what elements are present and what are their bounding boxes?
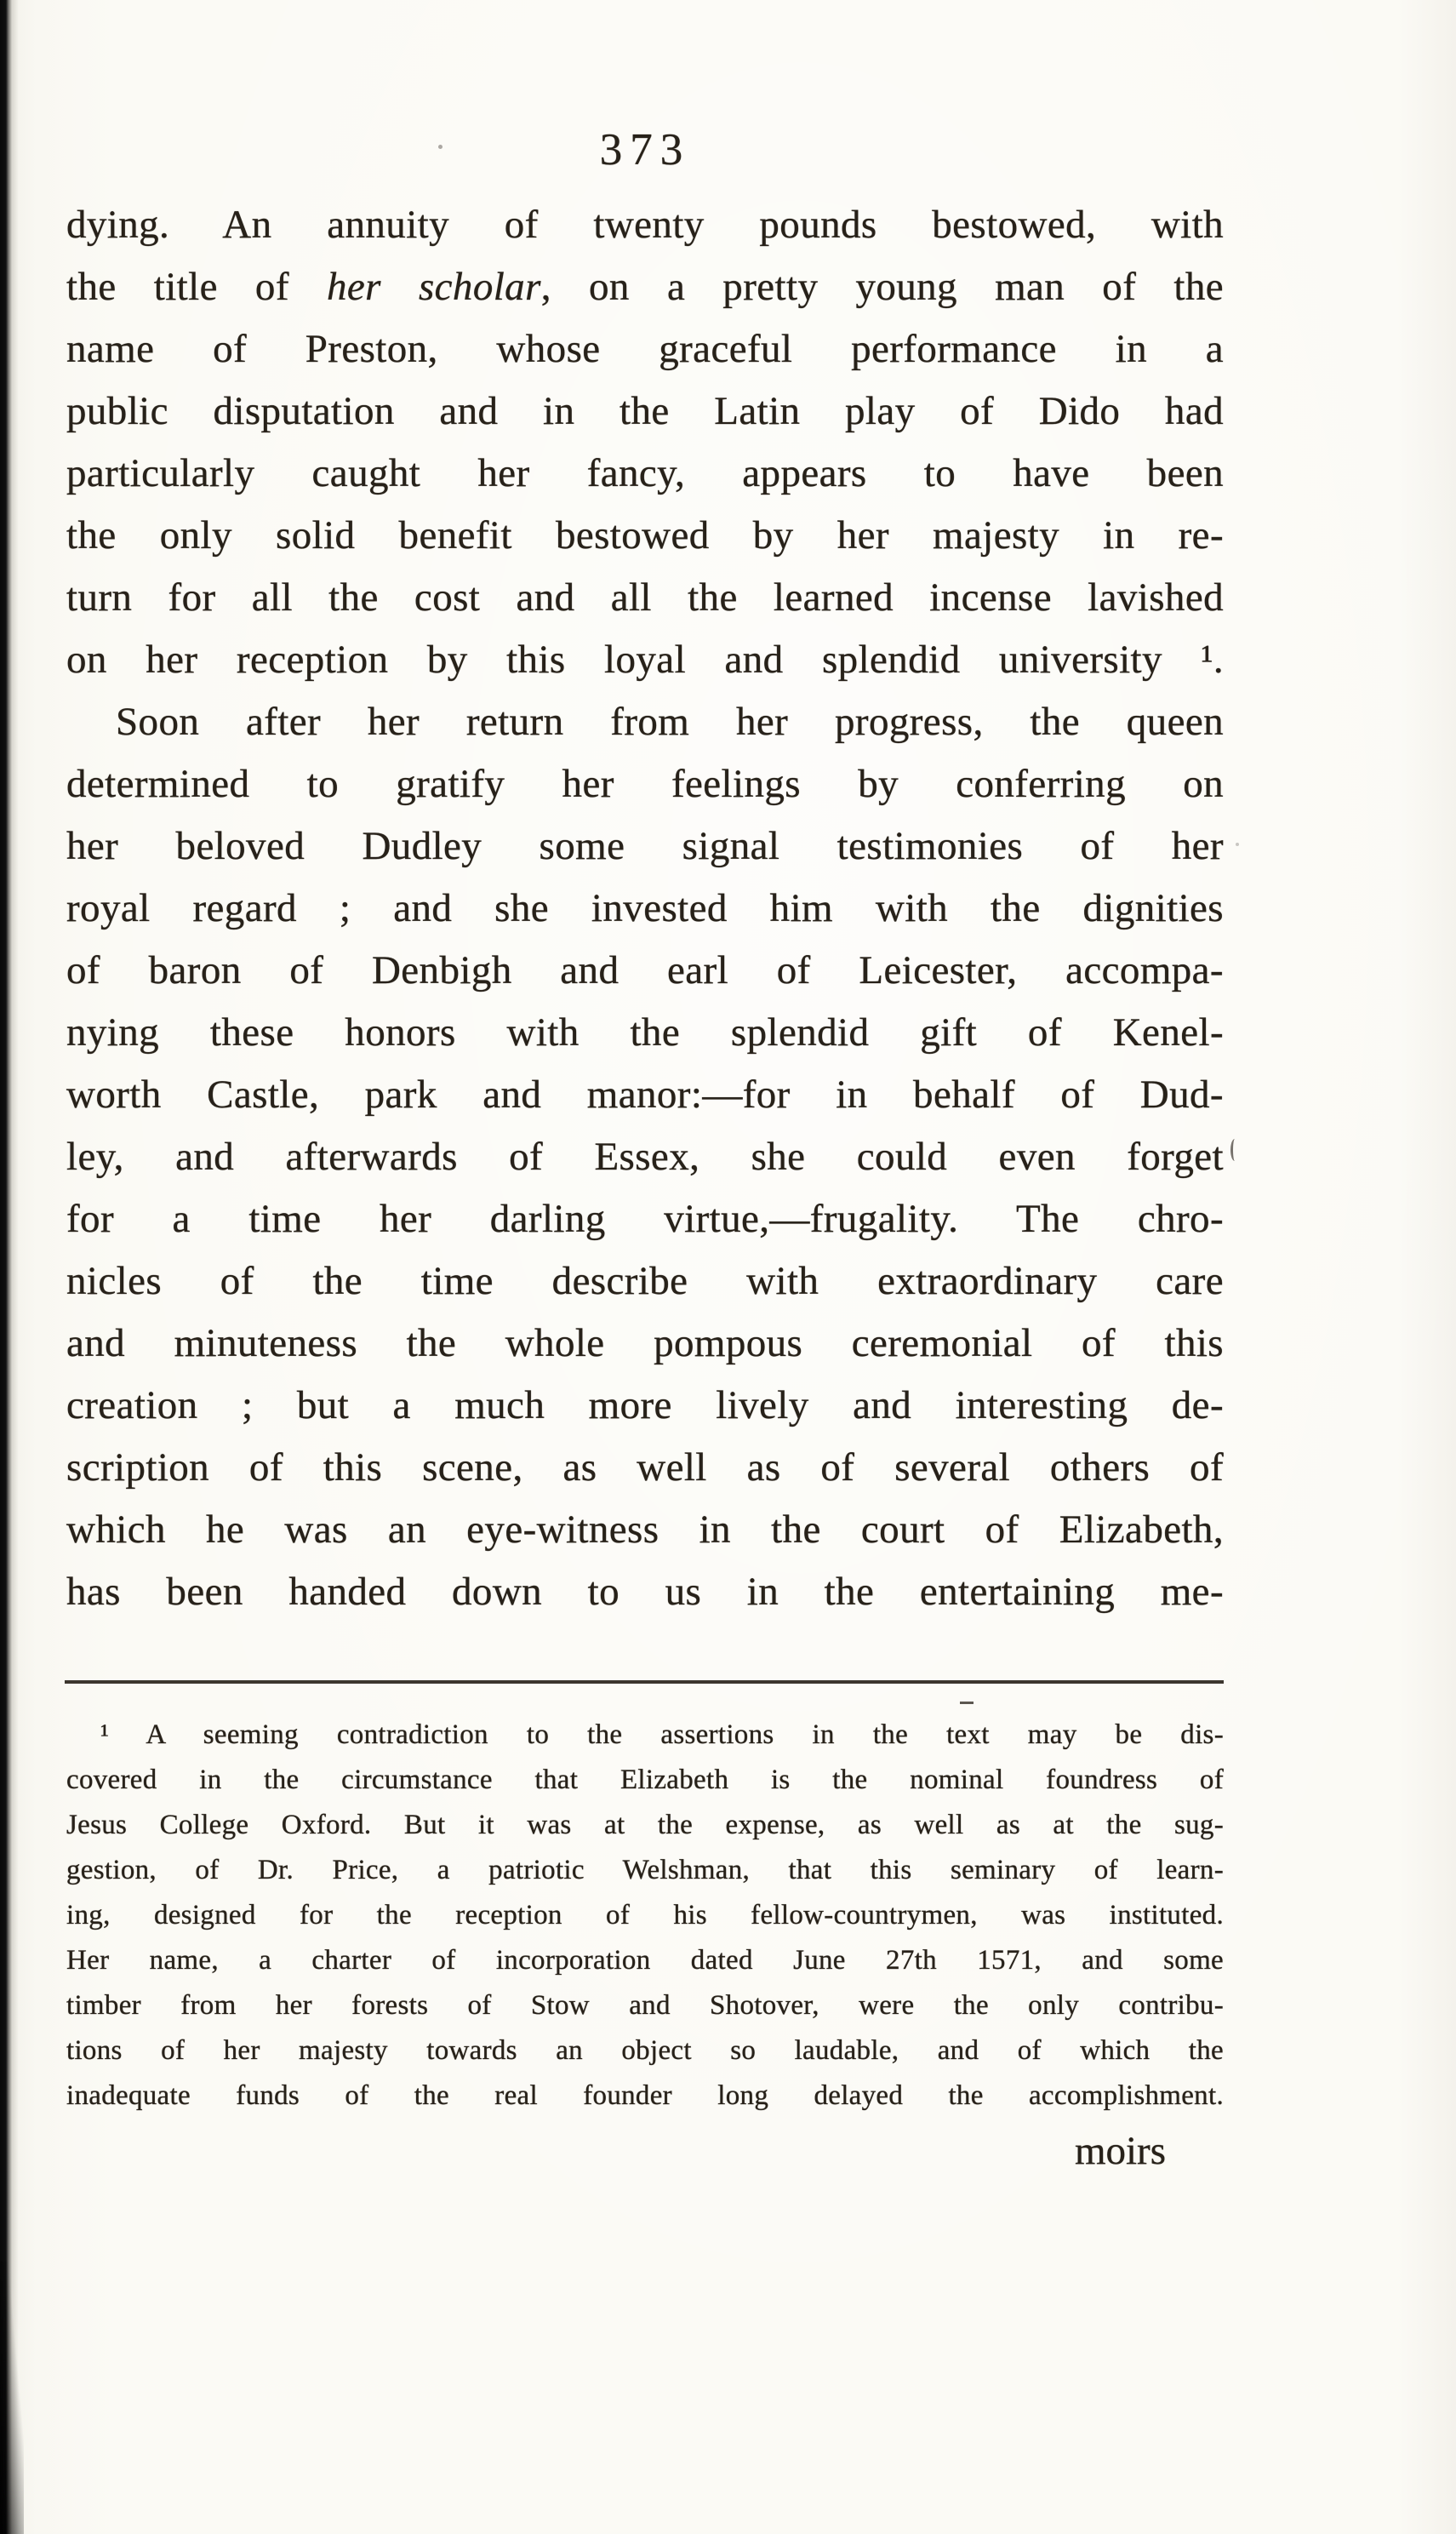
text-line bbox=[66, 940, 1224, 1002]
text-line bbox=[66, 629, 1224, 691]
paragraph bbox=[66, 691, 1224, 1623]
footnote-rule bbox=[65, 1680, 1224, 1684]
text-line bbox=[66, 1561, 1224, 1623]
text-segment: tions of her majesty towards an object so laudable, and of which the bbox=[66, 2035, 1224, 2066]
text-segment: the title of bbox=[66, 265, 327, 309]
text-line bbox=[66, 753, 1224, 815]
text-line bbox=[66, 1126, 1224, 1188]
text-segment: particularly caught her fancy, appears to have been bbox=[66, 451, 1224, 495]
text-segment: Soon after her return from her progress, the queen bbox=[116, 700, 1224, 744]
text-line bbox=[66, 1499, 1224, 1561]
text-line bbox=[66, 318, 1224, 380]
text-line bbox=[66, 691, 1224, 753]
text-line bbox=[66, 1848, 1224, 1893]
text-line bbox=[66, 1250, 1224, 1313]
text-segment: and minuteness the whole pompous ceremonial of this bbox=[66, 1321, 1224, 1365]
text-segment: nying these honors with the splendid gift of Kenel- bbox=[66, 1010, 1224, 1055]
text-segment: ing, designed for the reception of his fellow-countrymen, was instituted. bbox=[66, 1900, 1224, 1931]
text-line bbox=[66, 567, 1224, 629]
text-segment: public disputation and in the Latin play of Dido had bbox=[66, 389, 1224, 433]
text-segment: dying. An annuity of twenty pounds bestowed, with bbox=[66, 203, 1224, 247]
text-segment: Jesus College Oxford. But it was at the expense, as well as at the sug- bbox=[66, 1810, 1224, 1840]
text-segment: ¹ A seeming contradiction to the assertions in the text may be dis- bbox=[100, 1719, 1224, 1750]
paragraph bbox=[66, 194, 1224, 691]
text-line bbox=[66, 2074, 1224, 2119]
text-segment: worth Castle, park and manor:—for in behalf of Dud- bbox=[66, 1073, 1224, 1117]
text-segment: nicles of the time describe with extraordinary care bbox=[66, 1259, 1224, 1303]
text-line bbox=[66, 380, 1224, 443]
text-line bbox=[66, 1713, 1224, 1758]
text-segment: determined to gratify her feelings by conferring on bbox=[66, 762, 1224, 806]
text-line bbox=[66, 1893, 1224, 1938]
text-line bbox=[66, 1375, 1224, 1437]
text-segment: name of Preston, whose graceful performance in a bbox=[66, 327, 1224, 371]
text-segment: turn for all the cost and all the learned incense lavished bbox=[66, 575, 1224, 620]
text-line bbox=[66, 1437, 1224, 1499]
text-line bbox=[66, 815, 1224, 878]
text-segment: creation ; but a much more lively and interesting de- bbox=[66, 1383, 1224, 1427]
catchword: moirs bbox=[1074, 2129, 1166, 2173]
text-segment: of baron of Denbigh and earl of Leicester, accompa- bbox=[66, 948, 1224, 992]
text-segment: , on a pretty young man of the bbox=[540, 265, 1224, 309]
ink-speck bbox=[438, 145, 443, 149]
text-line bbox=[66, 1188, 1224, 1250]
text-segment: has been handed down to us in the entertaining me- bbox=[66, 1570, 1224, 1614]
text-line bbox=[66, 256, 1224, 318]
text-segment: scription of this scene, as well as of several others of bbox=[66, 1445, 1224, 1490]
text-line bbox=[66, 1803, 1224, 1848]
text-segment: timber from her forests of Stow and Shotover, were the only contribu- bbox=[66, 1990, 1224, 2021]
page-number: 373 bbox=[599, 125, 691, 174]
text-segment: her beloved Dudley some signal testimonies of her bbox=[66, 824, 1224, 868]
text-segment: Her name, a charter of incorporation dated June 27th 1571, and some bbox=[66, 1945, 1224, 1976]
footnote-text bbox=[66, 1713, 1224, 2119]
text-segment: ley, and afterwards of Essex, she could even forget bbox=[66, 1135, 1224, 1179]
text-segment: inadequate funds of the real founder long delayed the accomplishment. bbox=[66, 2080, 1224, 2111]
text-segment: the only solid benefit bestowed by her majesty in re- bbox=[66, 513, 1224, 558]
text-line bbox=[66, 1002, 1224, 1064]
text-segment: gestion, of Dr. Price, a patriotic Welshman, that this seminary of learn- bbox=[66, 1855, 1224, 1885]
text-line bbox=[66, 1313, 1224, 1375]
ink-speck bbox=[1236, 843, 1239, 846]
text-line bbox=[66, 443, 1224, 505]
body-text bbox=[66, 194, 1224, 1623]
scan-gutter-shadow bbox=[0, 0, 19, 2534]
text-line bbox=[66, 1938, 1224, 1983]
text-segment: which he was an eye-witness in the court of Elizabeth, bbox=[66, 1507, 1224, 1552]
text-line bbox=[66, 194, 1224, 256]
text-line bbox=[66, 1064, 1224, 1126]
text-line bbox=[66, 878, 1224, 940]
italic-text-segment: her scholar bbox=[327, 265, 541, 309]
text-segment: on her reception by this loyal and splendid university ¹. bbox=[66, 638, 1224, 682]
text-line bbox=[66, 1758, 1224, 1803]
ink-speck bbox=[1230, 1139, 1239, 1161]
text-line bbox=[66, 1983, 1224, 2028]
text-line bbox=[66, 505, 1224, 567]
text-segment: royal regard ; and she invested him with the dignities bbox=[66, 886, 1224, 930]
text-segment: for a time her darling virtue,—frugality. The chro- bbox=[66, 1197, 1224, 1241]
text-line bbox=[66, 2028, 1224, 2074]
text-segment: covered in the circumstance that Elizabeth is the nominal foundress of bbox=[66, 1765, 1224, 1795]
ink-speck bbox=[960, 1702, 974, 1704]
